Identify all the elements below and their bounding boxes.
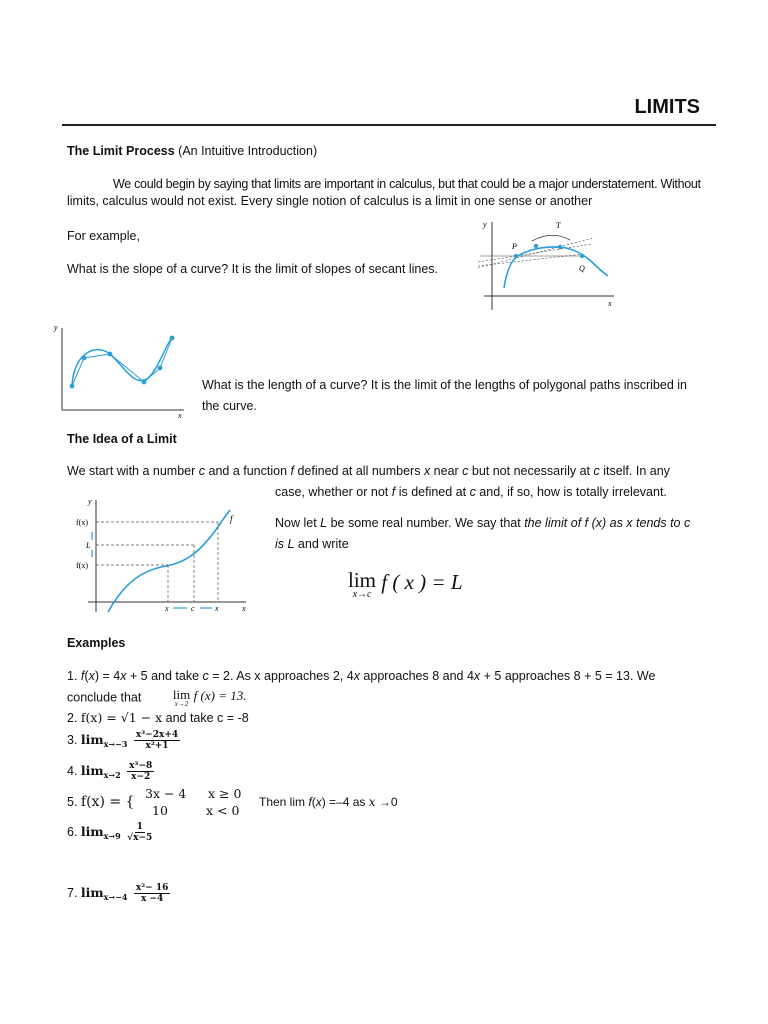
e1-lim-block bbox=[173, 688, 190, 708]
fig3-L-label: L bbox=[86, 541, 91, 550]
e1-tail: f (x) = 13. bbox=[193, 688, 247, 703]
fig3-fx-top: f(x) bbox=[76, 518, 88, 527]
text-span: ) = 4 bbox=[94, 669, 121, 683]
text-span: f bbox=[391, 485, 396, 499]
e4-num: x³−8 bbox=[129, 761, 153, 771]
text-span: the limit of f (x) as x tends to c bbox=[524, 516, 691, 530]
e5-row-2-expr: 10 bbox=[152, 803, 168, 818]
fig1-x-label: x bbox=[608, 299, 612, 308]
idea-paragraph-line-1 bbox=[67, 464, 670, 478]
text-span: x bbox=[423, 464, 431, 478]
intro-line-1: We could begin by saying that limits are important in calculus, but that could be a major understatement. Without bbox=[113, 177, 701, 191]
text-span: c bbox=[202, 669, 209, 683]
example-1-line-2 bbox=[67, 688, 246, 708]
text-span: 2. bbox=[67, 711, 81, 725]
fig3-x-right: x bbox=[215, 604, 219, 613]
text-span: 3. bbox=[67, 732, 81, 747]
fig1-t-label: T bbox=[556, 221, 561, 230]
e5-row-2-cond: x < 0 bbox=[206, 803, 240, 818]
text-span: and a function bbox=[205, 464, 291, 478]
idea-of-limit-heading: The Idea of a Limit bbox=[67, 432, 177, 446]
fig1-q-label: Q bbox=[579, 264, 585, 273]
text-span: x bbox=[368, 795, 376, 809]
text-span: c bbox=[469, 485, 476, 499]
text-span: itself. In any bbox=[599, 464, 670, 478]
text-span: ) =–4 as bbox=[321, 795, 369, 809]
fig3-c-label: c bbox=[191, 604, 195, 613]
fig3-x-label: x bbox=[242, 604, 246, 613]
e4-fraction bbox=[127, 761, 154, 782]
text-span: and write bbox=[294, 537, 349, 551]
text-span: Now let bbox=[275, 516, 321, 530]
section-heading-limit-process bbox=[67, 144, 317, 158]
e7-den: x −4 bbox=[140, 894, 164, 904]
e6-den: √x−5 bbox=[127, 833, 153, 843]
fig2-curve bbox=[72, 338, 172, 386]
text-span: x bbox=[120, 669, 127, 683]
example-1-line-1 bbox=[67, 669, 655, 683]
fig3-fx-bottom: f(x) bbox=[76, 561, 88, 570]
text-span: 7. bbox=[67, 885, 81, 900]
example-6 bbox=[67, 822, 152, 843]
e5-then bbox=[259, 795, 398, 809]
fig2-y-label: y bbox=[54, 323, 58, 332]
limit-idea-figure bbox=[70, 494, 256, 616]
definition-line-2 bbox=[275, 537, 349, 551]
intro-line-2: limits, calculus would not exist. Every single notion of calculus is a limit in one sense or another bbox=[67, 194, 593, 208]
e5-f: f(x) = { bbox=[80, 794, 135, 810]
text-span: c bbox=[198, 464, 206, 478]
fig3-x-left: x bbox=[165, 604, 169, 613]
text-span: c bbox=[462, 464, 469, 478]
e6-fraction bbox=[127, 822, 152, 843]
text-span: be some real number. We say that bbox=[327, 516, 525, 530]
text-span: is L bbox=[275, 537, 295, 551]
text-span: Then lim bbox=[259, 795, 309, 809]
e3-fraction bbox=[134, 730, 180, 751]
heading-bold: The Limit Process bbox=[67, 144, 175, 158]
e4-den: x−2 bbox=[131, 772, 151, 782]
examples-heading: Examples bbox=[67, 636, 126, 650]
text-span: c bbox=[593, 464, 600, 478]
text-span: = 2. As x approaches 2, 4 bbox=[208, 669, 354, 683]
e5-row-1-cond: x ≥ 0 bbox=[208, 786, 242, 801]
text-span: + 5 approaches 8 + 5 = 13. We bbox=[480, 669, 656, 683]
text-span: and take c = -8 bbox=[162, 711, 249, 725]
e2-math: f(x) = √1 − x bbox=[80, 710, 163, 725]
length-line-1: What is the length of a curve? It is the limit of the lengths of polygonal paths inscribed in bbox=[202, 378, 687, 392]
e1-sub: x→2 bbox=[174, 700, 189, 708]
fig3-curve bbox=[108, 510, 230, 612]
formula-lim-block bbox=[348, 570, 376, 600]
definition-line-1 bbox=[275, 516, 690, 530]
secant-lines-figure bbox=[474, 216, 620, 312]
formula-body: f ( x ) = L bbox=[381, 570, 463, 594]
text-span: and, if so, how is totally irrelevant. bbox=[475, 485, 667, 499]
title-rule bbox=[62, 124, 716, 126]
example-4 bbox=[67, 761, 154, 782]
text-span: x bbox=[315, 795, 322, 809]
example-3 bbox=[67, 730, 180, 751]
text-span: →0 bbox=[375, 795, 398, 809]
text-span: We start with a number bbox=[67, 464, 199, 478]
text-span: but not necessarily at bbox=[468, 464, 594, 478]
length-line-2: the curve. bbox=[202, 399, 257, 413]
text-span: 6. bbox=[67, 824, 81, 839]
fig2-x-label: x bbox=[178, 411, 182, 418]
e4-lim: lim bbox=[80, 762, 104, 778]
e1-lim: lim bbox=[172, 687, 191, 702]
fig2-polygon bbox=[72, 338, 172, 386]
text-span: x bbox=[473, 669, 481, 683]
idea-paragraph-line-2 bbox=[275, 485, 667, 499]
e7-fraction bbox=[134, 883, 171, 904]
slope-text: What is the slope of a curve? It is the limit of slopes of secant lines. bbox=[67, 262, 439, 276]
text-span: x bbox=[353, 669, 360, 683]
text-span: case, whether or not bbox=[275, 485, 392, 499]
text-span: is defined at bbox=[395, 485, 470, 499]
fig3-f-label: f bbox=[230, 514, 233, 524]
fig1-y-label: y bbox=[483, 220, 487, 229]
text-span: conclude that bbox=[67, 690, 142, 705]
example-7 bbox=[67, 883, 170, 904]
text-span: x bbox=[88, 669, 95, 683]
text-span: near bbox=[430, 464, 463, 478]
text-span: f bbox=[80, 669, 85, 683]
text-span: defined at all numbers bbox=[293, 464, 424, 478]
e4-sub: x→2 bbox=[103, 769, 121, 780]
fig1-curve bbox=[504, 247, 608, 288]
formula-sub: x→c bbox=[352, 589, 372, 600]
e3-den: x²+1 bbox=[145, 741, 169, 751]
polygonal-path-figure bbox=[48, 320, 188, 418]
page-title: LIMITS bbox=[634, 96, 700, 118]
e3-lim: lim bbox=[80, 731, 104, 747]
e7-lim: lim bbox=[80, 884, 104, 900]
text-span: 1. bbox=[67, 669, 81, 683]
text-span: ( bbox=[84, 669, 89, 683]
text-span: 4. bbox=[67, 763, 81, 778]
e6-lim: lim bbox=[80, 823, 104, 839]
example-2 bbox=[67, 710, 249, 725]
limit-formula bbox=[348, 570, 463, 600]
e6-num: 1 bbox=[136, 822, 143, 832]
text-span: f bbox=[308, 795, 312, 809]
example-5-label bbox=[67, 794, 134, 810]
text-span: ( bbox=[311, 795, 316, 809]
text-span: f bbox=[290, 464, 294, 478]
heading-rest: (An Intuitive Introduction) bbox=[174, 144, 318, 158]
text-span: L bbox=[320, 516, 328, 530]
fig1-p-label: P bbox=[512, 242, 517, 251]
e3-sub: x→−3 bbox=[103, 738, 128, 749]
formula-lim: lim bbox=[348, 568, 377, 592]
e3-num: x³−2x+4 bbox=[135, 730, 179, 740]
fig3-y-label: y bbox=[88, 497, 92, 506]
text-span: + 5 and take bbox=[126, 669, 203, 683]
text-span: 5. bbox=[67, 795, 81, 809]
e7-num: x²− 16 bbox=[135, 883, 169, 893]
e5-row-1-expr: 3x − 4 bbox=[145, 786, 187, 801]
e7-sub: x→−4 bbox=[103, 891, 128, 902]
text-span: approaches 8 and 4 bbox=[359, 669, 474, 683]
for-example: For example, bbox=[67, 229, 140, 243]
e6-sub: x→9 bbox=[103, 830, 121, 841]
